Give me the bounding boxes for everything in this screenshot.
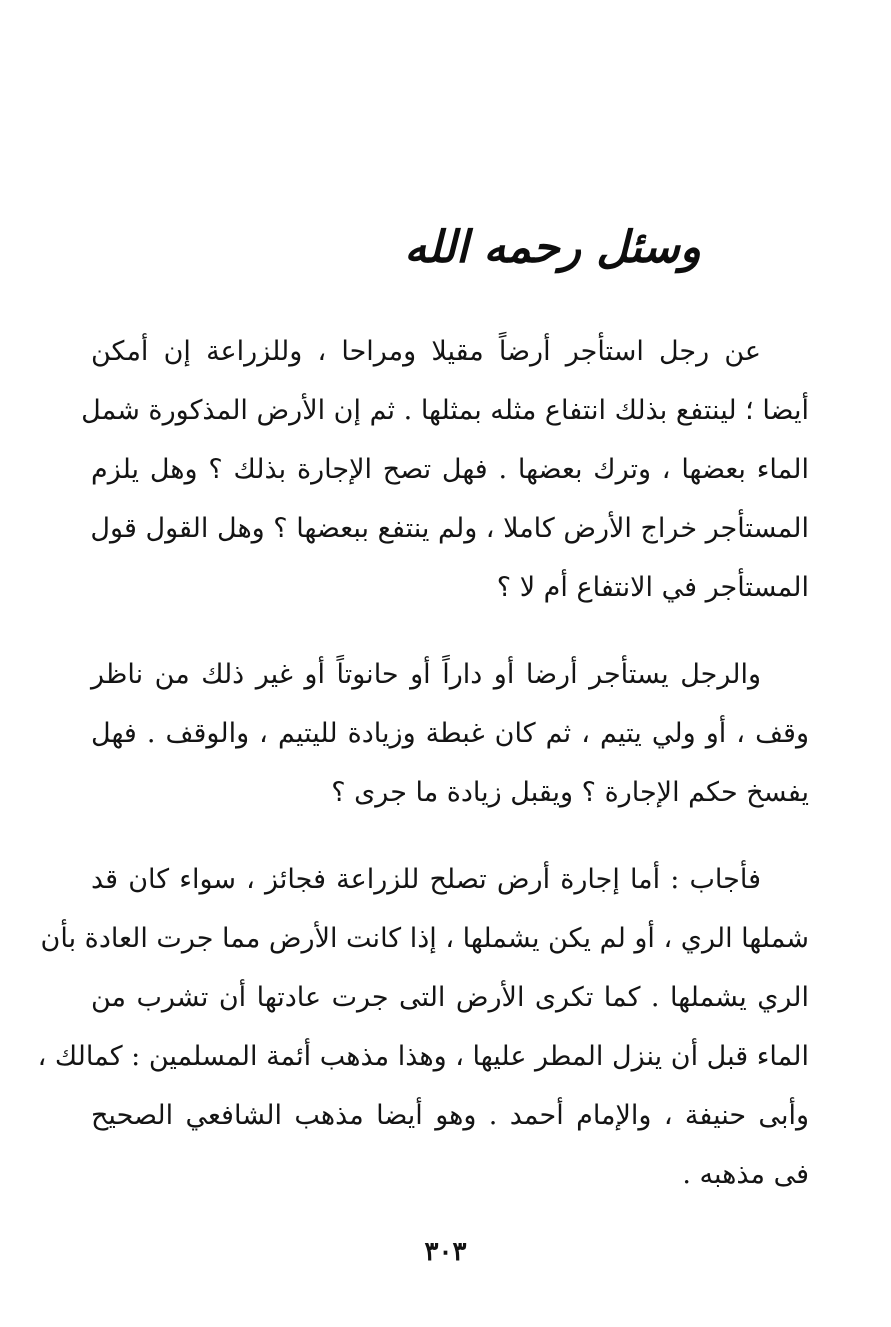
question-paragraph-1 [81,322,809,617]
page-number: ٣٠٣ [424,1237,467,1267]
text-line: الماء بعضها ، وترك بعضها . فهل تصح الإجارة بذلك ؟ وهل يلزم [91,454,809,485]
text-line: الري يشملها . كما تكرى الأرض التى جرت عادتها أن تشرب من [91,982,809,1013]
answer-paragraph [37,850,809,1204]
text-line: وأبى حنيفة ، والإمام أحمد . وهو أيضا مذهب الشافعي الصحيح [91,1100,809,1131]
text-line: عن رجل استأجر أرضاً مقيلا ومراحا ، وللزراعة إن أمكن [91,336,761,367]
text-line: والرجل يستأجر أرضا أو داراً أو حانوتاً أو غير ذلك من ناظر [91,659,761,690]
text-line: المستأجر خراج الأرض كاملا ، ولم ينتفع ببعضها ؟ وهل القول قول [90,513,809,544]
question-paragraph-2 [91,645,809,822]
text-line: المستأجر في الانتفاع أم لا ؟ [496,572,809,603]
text-line: وقف ، أو ولي يتيم ، ثم كان غبطة وزيادة لليتيم ، والوقف . فهل [91,718,809,749]
text-line: يفسخ حكم الإجارة ؟ ويقبل زيادة ما جرى ؟ [331,777,809,808]
text-line: فى مذهبه . [682,1159,809,1190]
text-line: أيضا ؛ لينتفع بذلك انتفاع مثله بمثلها . ثم إن الأرض المذكورة شمل [81,395,809,426]
section-heading: وسئل رحمه الله [404,222,701,273]
text-line: شملها الري ، أو لم يكن يشملها ، إذا كانت الأرض مما جرت العادة بأن [40,923,809,954]
text-line: فأجاب : أما إجارة أرض تصلح للزراعة فجائز ، سواء كان قد [91,864,761,895]
text-line: الماء قبل أن ينزل المطر عليها ، وهذا مذهب أئمة المسلمين : كمالك ، [37,1041,809,1072]
